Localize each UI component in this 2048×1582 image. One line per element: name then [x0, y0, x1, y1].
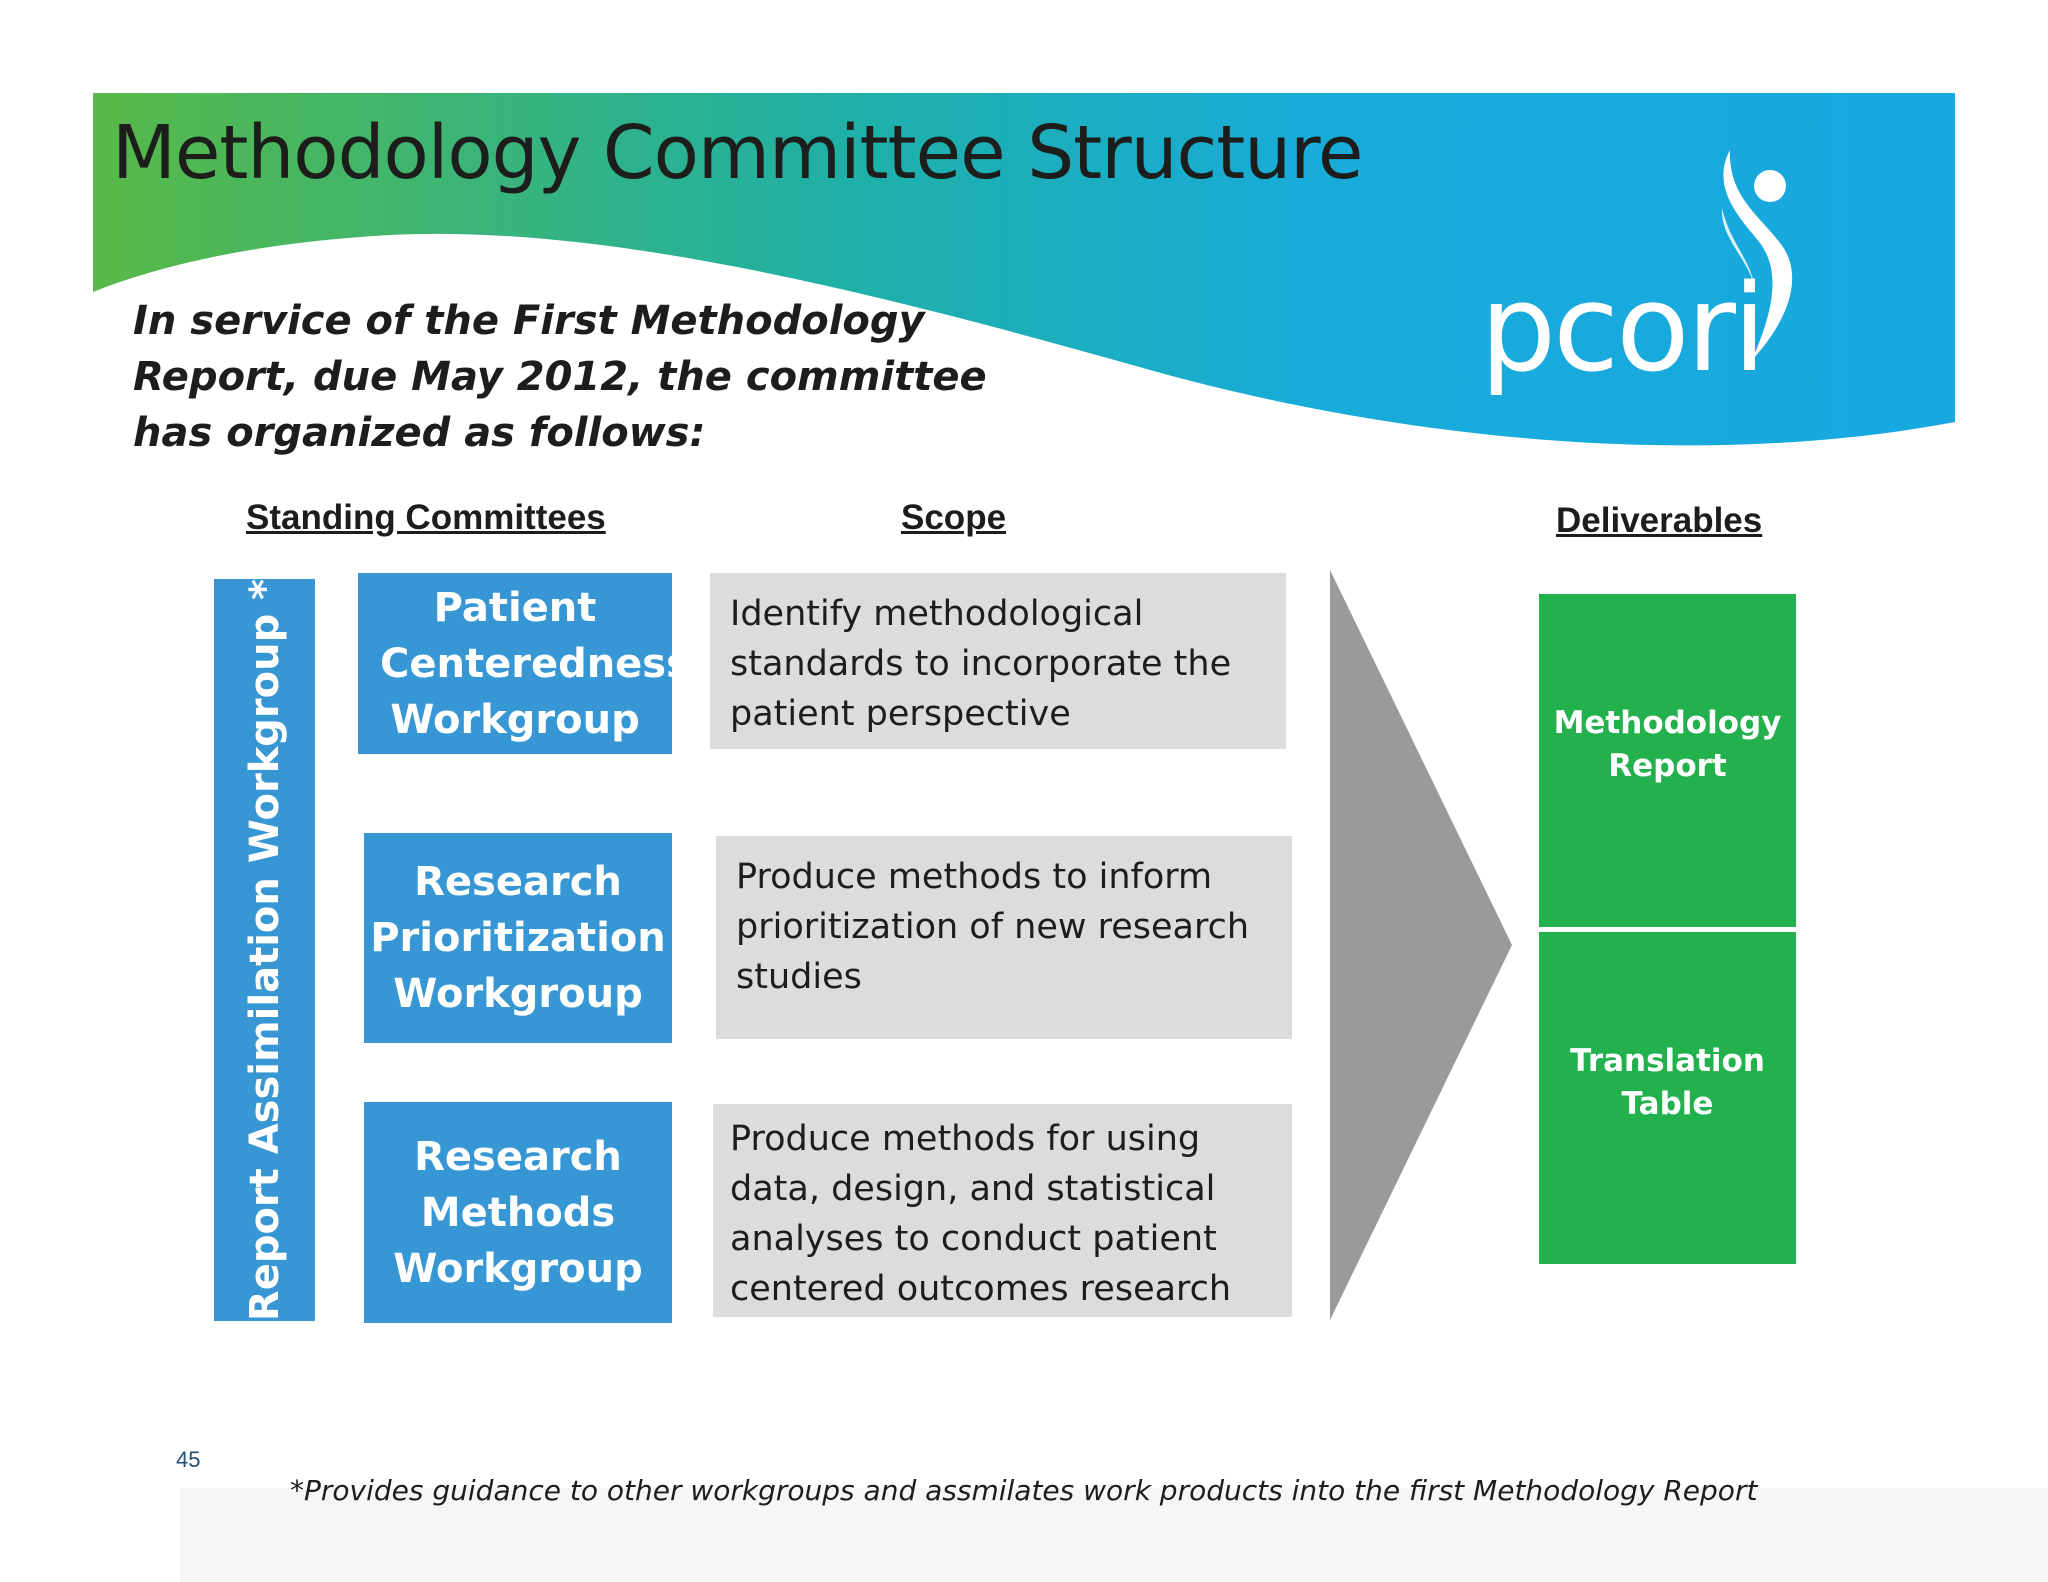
workgroup-research-prioritization	[364, 833, 672, 1043]
workgroup-name: Research Methods Workgroup	[393, 1133, 643, 1292]
page-number: 45	[176, 1447, 201, 1472]
scope-box: Identify methodological standards to incorporate the patient perspective	[710, 573, 1286, 749]
page-title: Methodology Committee Structure	[112, 110, 1363, 196]
workgroup-research-methods	[364, 1102, 672, 1323]
report-assimilation-label: Report Assimilation Workgroup *	[242, 578, 288, 1322]
pcori-figure-icon	[1700, 148, 1820, 368]
standing-committees-header: Standing Committees	[246, 498, 606, 537]
deliverables-header: Deliverables	[1556, 501, 1763, 540]
deliverable-methodology-report: Methodology Report	[1539, 594, 1796, 927]
workgroup-name: Research Prioritization Workgroup	[370, 859, 666, 1017]
workgroup-patient-centeredness	[358, 573, 690, 754]
workgroup-name: Patient Centeredness Workgroup	[380, 584, 690, 743]
scope-header: Scope	[901, 498, 1007, 537]
deliverable-translation-table: Translation Table	[1539, 932, 1796, 1264]
scope-box: Produce methods to inform prioritization of new research studies	[716, 836, 1292, 1039]
flow-arrow	[1330, 570, 1512, 1320]
intro-text: In service of the First Methodology Report, due May 2012, the committee has organized as follows:	[133, 298, 987, 456]
scope-box: Produce methods for using data, design, and statistical analyses to conduct patient centered outcomes research	[713, 1104, 1292, 1317]
pcori-logo: pcori	[1480, 260, 1764, 399]
footnote	[290, 1474, 1758, 1507]
footnote-text: *Provides guidance to other workgroups and assmilates work products into the first Methodology Report	[290, 1474, 1758, 1507]
